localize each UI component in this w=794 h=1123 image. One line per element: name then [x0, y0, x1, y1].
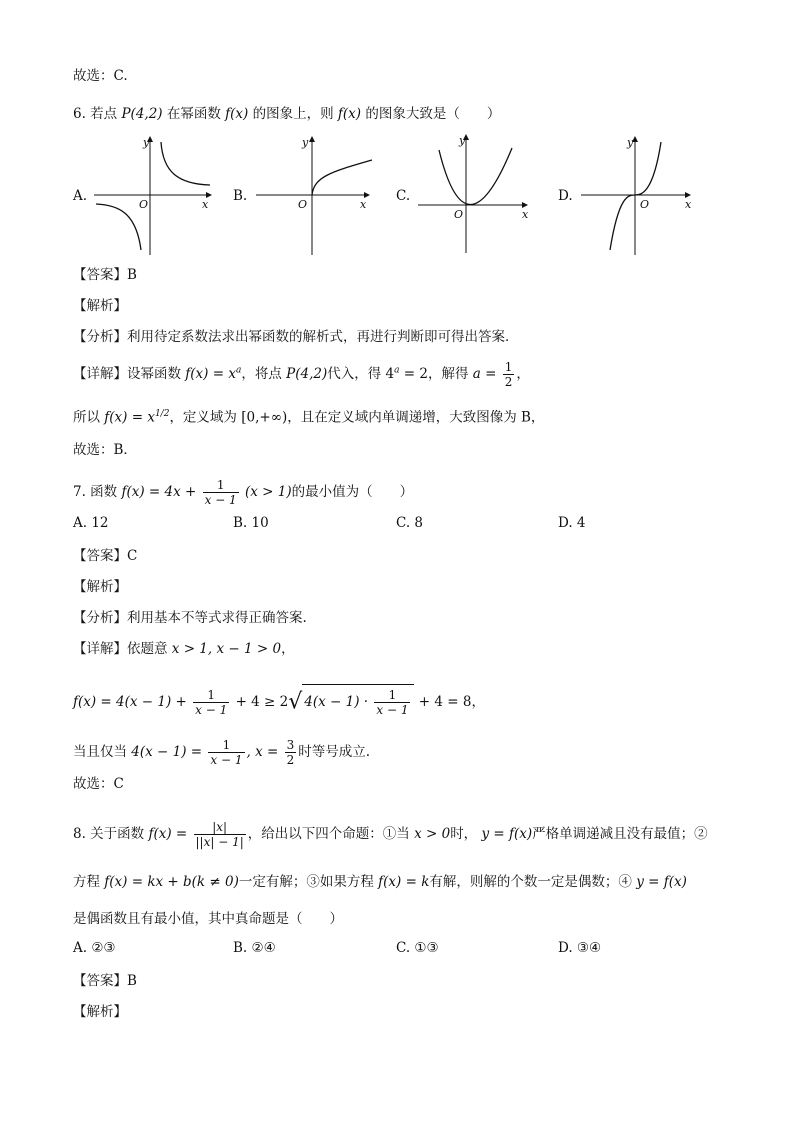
q6-graph-a [88, 132, 218, 257]
x-axis-label: x [522, 208, 529, 221]
q7-analysis: 【分析】利用基本不等式求得正确答案. [73, 610, 307, 626]
q6-graph-b [250, 132, 380, 257]
x-axis-label: x [360, 198, 367, 211]
fraction: $\frac{1}{x - 1}$ [210, 738, 243, 767]
q6-stem: 6. 若点 P(4,2) 在幂函数 f(x) 的图象上，则 f(x) 的图象大致是（ ） [73, 106, 501, 122]
y-axis-label: y [459, 134, 466, 147]
q7-equation: f(x) = 4(x − 1) + $\frac{1}{x - 1}$ + 4 ≥ 2√ 4(x − 1) · $\frac{1}{x - 1}$ + 4 = 8， [73, 684, 485, 717]
q6-choice: 故选：B． [73, 442, 137, 458]
q8-option-d: D. ③④ [558, 940, 602, 956]
q8-option-c: C. ①③ [396, 940, 439, 956]
q6-analysis: 【分析】利用待定系数法求出幂函数的解析式，再进行判断即可得出答案． [73, 329, 519, 345]
sqrt-icon: √ [288, 689, 303, 715]
q6-answer: 【答案】B [73, 267, 137, 283]
q8-stem-line3: 是偶函数且有最小值，其中真命题是（ ） [73, 911, 343, 927]
fraction: $\frac{|x|}{||x| - 1|}$ [195, 820, 244, 849]
sqrt-body: 4(x − 1) · $\frac{1}{x - 1}$ [302, 684, 414, 717]
q7-stem: 7. 函数 f(x) = 4x + $\frac{1}{x - 1}$ (x > 1)的最小值为（ ） [73, 478, 414, 507]
q6-option-a-label: A. [73, 188, 88, 204]
fraction: $\frac{3}{2}$ [286, 738, 295, 767]
prev-choice: 故选：C. [73, 68, 128, 84]
fraction: $\frac{1}{2}$ [504, 360, 513, 389]
origin-label: O [640, 198, 650, 211]
q7-detail-line1: 【详解】依题意 x > 1, x − 1 > 0， [73, 641, 295, 657]
origin-label: O [454, 208, 464, 221]
q6-option-c-label: C. [396, 188, 411, 204]
q6-detail-line1: 【详解】设幂函数 $f(x) = x^a$，将点 P(4,2)代入，得 $4^a = 2$，解得 a = $\frac{1}{2}$ ， [73, 360, 530, 389]
q7-option-d: D. 4 [558, 515, 586, 531]
y-axis-label: y [143, 136, 150, 149]
q7-answer: 【答案】C [73, 548, 138, 564]
q6-option-b-label: B. [233, 188, 248, 204]
q8-option-b: B. ②④ [233, 940, 276, 956]
q8-answer: 【答案】B [73, 973, 137, 989]
q6-option-d-label: D. [558, 188, 573, 204]
q8-jiexi: 【解析】 [73, 1004, 127, 1020]
y-axis-label: y [627, 136, 634, 149]
q8-stem-line2: 方程 f(x) = kx + b(k ≠ 0)一定有解；③如果方程 f(x) = k有解，则解的个数一定是偶数；④ y = f(x) [73, 874, 687, 890]
origin-label: O [298, 198, 308, 211]
q6-graph-d [577, 132, 702, 257]
q7-condition: 当且仅当 4(x − 1) = $\frac{1}{x - 1}$ , x = $\frac{3}{2}$ 时等号成立. [73, 738, 371, 767]
q6-detail-line2: 所以 $f(x) = x^{1/2}$，定义域为 [0,+∞)，且在定义域内单调递增，大致图像为 B， [73, 409, 545, 426]
q7-option-c: C. 8 [396, 515, 424, 531]
q7-jiexi: 【解析】 [73, 579, 127, 595]
origin-label: O [139, 198, 149, 211]
q6-jiexi: 【解析】 [73, 298, 127, 314]
q8-stem-line1: 8. 关于函数 f(x) = $\frac{|x|}{||x| - 1|}$ ，给出以下四个命题：①当 x > 0时， y = f(x)严格单调递减且没有最值；② [73, 820, 708, 849]
q7-choice: 故选：C [73, 776, 124, 792]
x-axis-label: x [202, 198, 209, 211]
q6-graph-c [414, 130, 539, 255]
fraction: $\frac{1}{x - 1}$ [195, 688, 228, 717]
q7-option-a: A. 12 [73, 515, 109, 531]
fraction: $\frac{1}{x - 1}$ [204, 478, 237, 507]
y-axis-label: y [302, 136, 309, 149]
q7-option-b: B. 10 [233, 515, 269, 531]
x-axis-label: x [685, 198, 692, 211]
q8-option-a: A. ②③ [73, 940, 116, 956]
